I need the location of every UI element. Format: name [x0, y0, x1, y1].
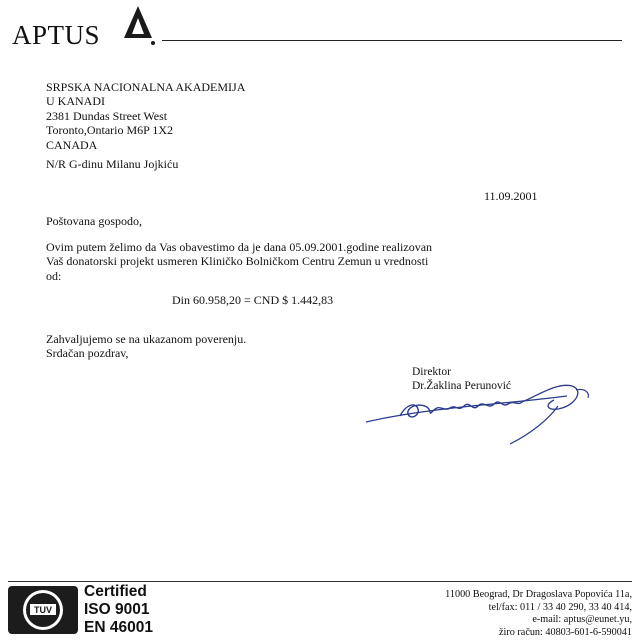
closing	[46, 332, 246, 361]
body-line: Ovim putem želimo da Vas obavestimo da je dana 05.09.2001.godine realizovan	[46, 240, 433, 254]
cert-line: Certified	[84, 583, 147, 600]
header-divider	[162, 40, 622, 41]
badge-text: TUV	[34, 605, 52, 615]
signatory-name: Dr.Žaklina Perunović	[412, 379, 512, 392]
company-logo-text: APTUS	[12, 20, 101, 50]
recipient-line: 2381 Dundas Street West	[46, 108, 168, 123]
signatory-title: Direktor	[412, 366, 451, 378]
recipient-line: CANADA	[46, 137, 98, 152]
contact-line: tel/fax: 011 / 33 40 290, 33 40 414,	[488, 601, 632, 613]
recipient-line: U KANADI	[46, 94, 105, 109]
recipient-address	[46, 80, 245, 152]
cert-line: ISO 9001	[84, 601, 150, 618]
contact-line: žiro račun: 40803-601-6-590041	[499, 626, 632, 638]
recipient-line: SRPSKA NACIONALNA AKADEMIJA	[46, 80, 246, 94]
letter-date: 11.09.2001	[484, 189, 538, 203]
closing-line: Zahvaljujemo se na ukazanom poverenju.	[46, 332, 247, 346]
closing-line: Srdačan pozdrav,	[46, 346, 129, 361]
body-line: od:	[46, 268, 62, 283]
body-line: Vaš donatorski projekt usmeren Kliničko Bolničkom Centru Zemun u vrednosti	[46, 254, 429, 269]
contact-line: e-mail: aptus@eunet.yu,	[532, 614, 632, 626]
contact-line: 11000 Beograd, Dr Dragoslava Popovića 11a,	[445, 589, 632, 600]
donation-amount: Din 60.958,20 = CND $ 1.442,83	[172, 293, 334, 307]
company-contact-info	[445, 589, 632, 639]
letter-body	[46, 240, 432, 283]
certification-text	[84, 583, 153, 637]
tuv-certification-badge-icon	[8, 586, 78, 634]
cert-line: EN 46001	[84, 619, 153, 636]
attention-line: N/R G-dinu Milanu Jojkiću	[46, 157, 179, 171]
salutation: Poštovana gospodo,	[46, 214, 142, 228]
footer-divider	[8, 581, 632, 582]
company-logo-icon	[118, 4, 158, 46]
handwritten-signature	[362, 376, 597, 448]
recipient-line: Toronto,Ontario M6P 1X2	[46, 123, 174, 138]
